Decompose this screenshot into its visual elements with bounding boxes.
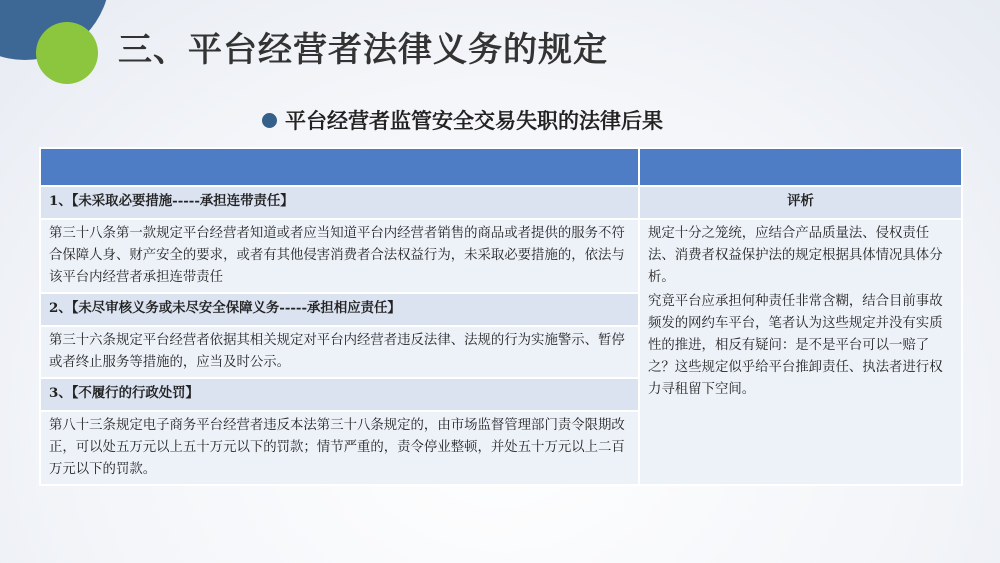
obligations-table bbox=[39, 147, 963, 486]
table-row bbox=[40, 219, 962, 293]
table-header-row bbox=[40, 148, 962, 186]
analysis-heading: 评析 bbox=[639, 186, 962, 219]
subtitle-text: 平台经营者监管安全交易失职的法律后果 bbox=[285, 109, 663, 133]
analysis-paragraph-2: 究竟平台应承担何种责任非常含糊，结合目前事故频发的网约车平台，笔者认为这些规定并没有实质性的推进，相反有疑问：是不是平台可以一赔了之？这些规定似乎给平台推卸责任、执法者进行权力寻租留下空间。 bbox=[648, 294, 943, 397]
slide-subtitle bbox=[262, 105, 663, 135]
section-heading-3: 3、【不履行的行政处罚】 bbox=[40, 378, 639, 411]
section-body-2: 第三十六条规定平台经营者依据其相关规定对平台内经营者违反法律、法规的行为实施警示、暂停或者终止服务等措施的，应当及时公示。 bbox=[40, 326, 639, 378]
section-heading-2: 2、【未尽审核义务或未尽安全保障义务-----承担相应责任】 bbox=[40, 293, 639, 326]
slide-title: 三、平台经营者法律义务的规定 bbox=[118, 30, 608, 70]
section-heading-1: 1、【未采取必要措施-----承担连带责任】 bbox=[40, 186, 639, 219]
section-body-3: 第八十三条规定电子商务平台经营者违反本法第三十八条规定的，由市场监督管理部门责令限期改正，可以处五万元以上五十万元以下的罚款；情节严重的，责令停业整顿，并处五十万元以上二百万元以下的罚款。 bbox=[40, 411, 639, 485]
table-header-right bbox=[639, 148, 962, 186]
table-row bbox=[40, 186, 962, 219]
table-header-left bbox=[40, 148, 639, 186]
decorative-green-circle bbox=[36, 22, 98, 84]
bullet-dot-icon bbox=[262, 113, 277, 128]
analysis-body bbox=[639, 219, 962, 485]
section-body-1: 第三十八条第一款规定平台经营者知道或者应当知道平台内经营者销售的商品或者提供的服务不符合保障人身、财产安全的要求，或者有其他侵害消费者合法权益行为，未采取必要措施的，依法与该平台内经营者承担连带责任 bbox=[40, 219, 639, 293]
analysis-paragraph-1: 规定十分之笼统，应结合产品质量法、侵权责任法、消费者权益保护法的规定根据具体情况具体分析。 bbox=[648, 226, 943, 285]
